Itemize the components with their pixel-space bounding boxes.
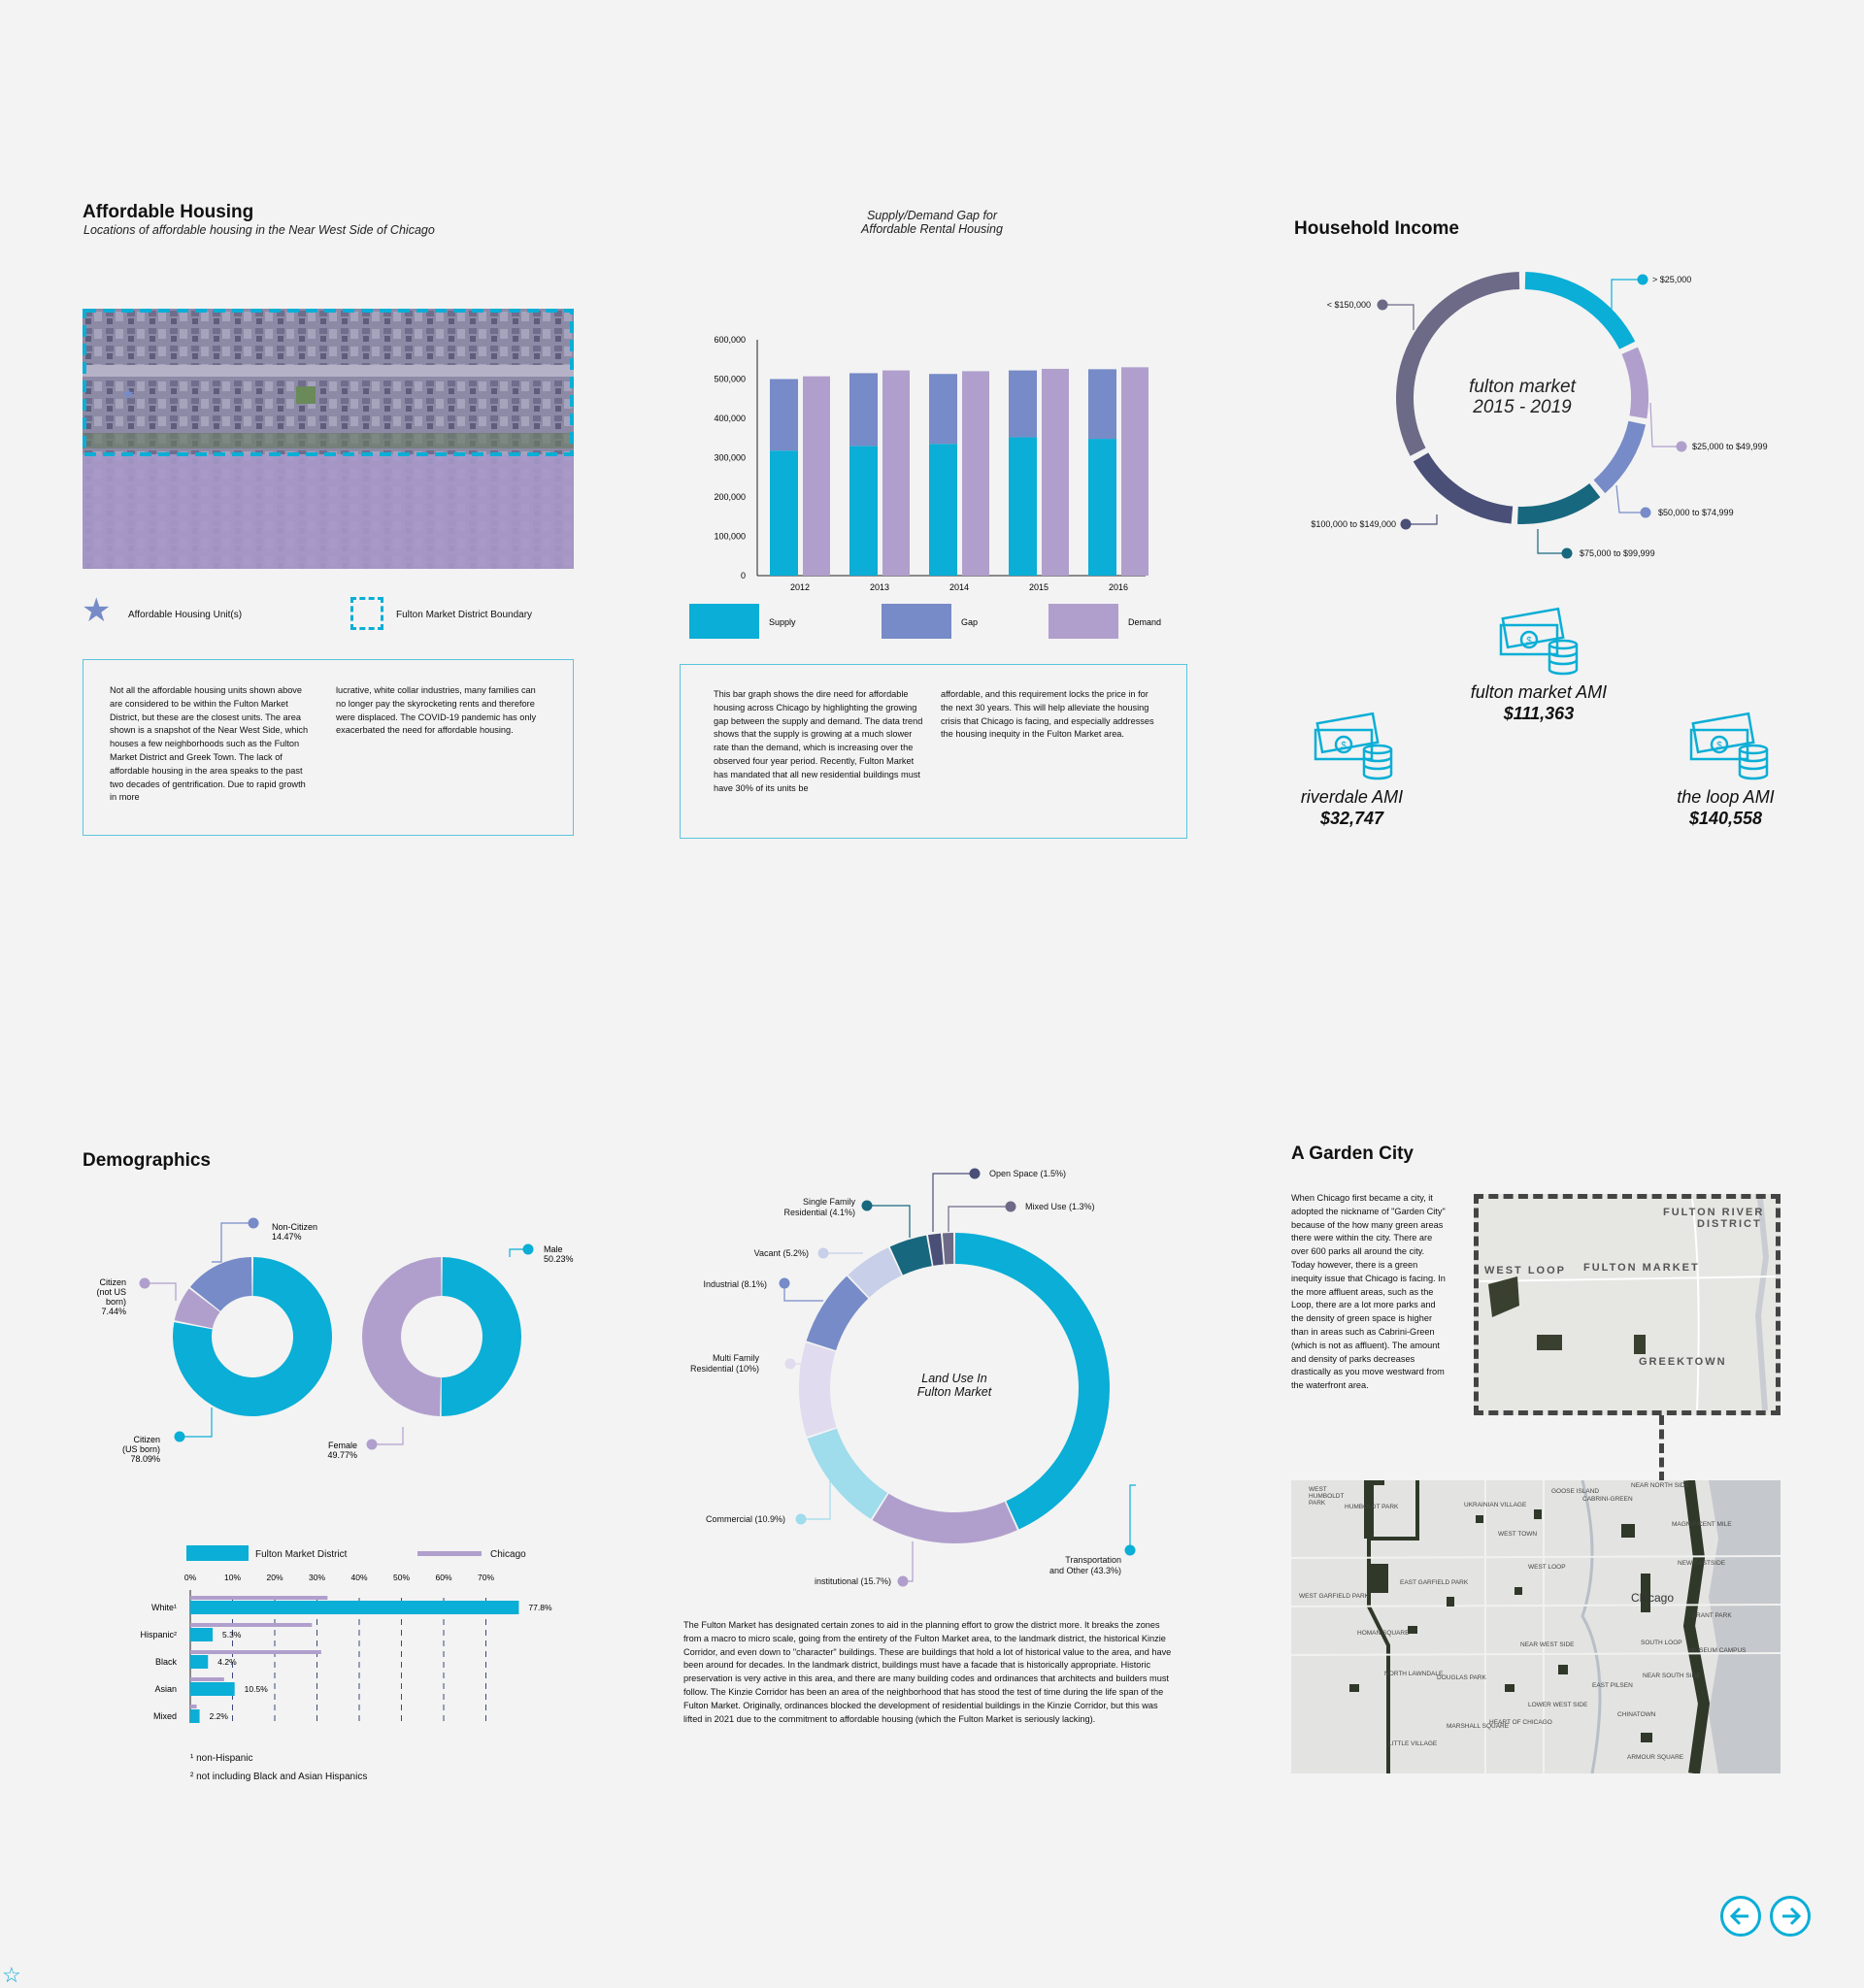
chicago-bar [190, 1677, 224, 1681]
supply-demand-chart [680, 252, 1165, 641]
arrow-left-circle-icon [1723, 1899, 1758, 1934]
x-tick-label: 70% [477, 1573, 495, 1582]
star-outline-icon[interactable]: ☆ [2, 1963, 21, 1987]
map1-label: FULTON RIVER [1663, 1207, 1765, 1218]
map2-label: GRANT PARK [1691, 1612, 1732, 1619]
demand-bar [882, 371, 910, 576]
gender-label: Female [327, 1441, 357, 1450]
ami-riverdale-value: $32,747 [1319, 809, 1384, 828]
ami-fulton-name: fulton market AMI [1470, 682, 1608, 702]
y-tick-label: 100,000 [714, 531, 746, 542]
map2-label: DOUGLAS PARK [1437, 1674, 1486, 1681]
landuse-slice [808, 1429, 887, 1519]
money-icon [1314, 709, 1395, 787]
gender-slice [442, 1257, 521, 1416]
legend-label: Supply [769, 617, 796, 627]
income-callout-leader [1650, 403, 1681, 447]
supply-text-box [680, 664, 1187, 839]
gap-bar [1088, 369, 1116, 439]
landuse-callout-leader [1130, 1485, 1136, 1550]
landuse-callout-dot [1125, 1545, 1136, 1556]
landuse-callout-label: Residential (4.1%) [783, 1208, 855, 1217]
income-callout-dot [1638, 275, 1648, 285]
landuse-callout-dot [862, 1201, 873, 1211]
bar-value-label: 10.5% [244, 1684, 268, 1694]
citizenship-callout-dot [175, 1432, 185, 1442]
x-tick-label: 2012 [789, 582, 811, 592]
landuse-callout-leader [823, 1252, 862, 1253]
gender-callout-dot [523, 1244, 534, 1255]
landuse-callout-label: institutional (15.7%) [814, 1576, 891, 1586]
citizenship-label: 78.09% [130, 1454, 160, 1464]
income-slice [1594, 421, 1647, 493]
landuse-callout-leader [801, 1471, 830, 1519]
gender-callout-dot [367, 1440, 378, 1450]
map-connector [1659, 1415, 1664, 1481]
affordable-text-col1: Not all the affordable housing units shown above are considered to be within the Fulton Market District, but these are the closest units. The area shown is a snapshot of the Near West Side, which houses a few neighborhoods such as the Fulton Market District and Greek Town. The lack of affordable housing in the area speaks to the past two decades of gentrification. Due to rapid growth in more [110, 685, 309, 803]
map2-label: ARMOUR SQUARE [1627, 1754, 1684, 1761]
legend-fulton-swatch [186, 1545, 249, 1561]
chicago-bar [190, 1596, 327, 1600]
x-tick-label: 50% [392, 1573, 411, 1582]
landuse-center-label [857, 1372, 1051, 1399]
svg-text:$: $ [1341, 741, 1347, 751]
gap-bar [770, 380, 798, 451]
ami-riverdale [1262, 786, 1442, 829]
map2-label: CABRINI-GREEN [1582, 1496, 1633, 1503]
bar-value-label: 4.2% [217, 1657, 237, 1667]
gap-bar [849, 373, 878, 446]
money-icon [1689, 709, 1771, 787]
ami-fulton [1437, 681, 1641, 724]
supply-bar [929, 444, 957, 576]
garden-city-title: A Garden City [1291, 1143, 1414, 1164]
income-slice [1525, 272, 1635, 349]
x-tick-label: 20% [266, 1573, 283, 1582]
fulton-bar [190, 1601, 518, 1614]
landuse-callout-label: Mixed Use (1.3%) [1025, 1202, 1095, 1211]
map2-label: EAST GARFIELD PARK [1400, 1579, 1469, 1586]
map2-label: HEART OF CHICAGO [1489, 1719, 1552, 1726]
map2-label: Chicago [1631, 1591, 1675, 1605]
income-callout-label: $75,000 to $99,999 [1580, 548, 1655, 558]
money-icon [1499, 604, 1581, 682]
landuse-callout-label: Commercial (10.9%) [705, 1514, 785, 1524]
map2-label: MAGNIFICENT MILE [1672, 1521, 1732, 1528]
household-income-title: Household Income [1294, 218, 1459, 239]
map2-label: LOWER WEST SIDE [1528, 1702, 1588, 1708]
landuse-callout-dot [785, 1359, 796, 1370]
citizenship-label: 14.47% [272, 1232, 302, 1242]
chicago-bar [190, 1705, 197, 1708]
aerial-map [83, 309, 574, 569]
legend-swatch [689, 604, 759, 639]
landuse-callout-leader [933, 1174, 975, 1232]
income-center-label [1425, 377, 1619, 417]
map2-label: LITTLE VILLAGE [1388, 1740, 1438, 1747]
affordable-text-box [83, 659, 574, 836]
landuse-center-line1: Land Use In [921, 1372, 987, 1385]
citizenship-label: 7.44% [101, 1307, 126, 1316]
landuse-callout-label: Residential (10%) [689, 1364, 759, 1374]
citizenship-callout-leader [212, 1223, 253, 1262]
income-callout-label: $25,000 to $49,999 [1692, 442, 1768, 451]
demand-bar [1042, 369, 1069, 576]
income-callout-leader [1538, 529, 1567, 553]
footnote-1: ¹ non-Hispanic [190, 1753, 253, 1764]
map2-label: NEAR SOUTH SIDE [1643, 1673, 1701, 1679]
ami-loop-name: the loop AMI [1677, 787, 1775, 807]
landuse-callout-dot [898, 1576, 909, 1587]
fulton-bar [190, 1709, 200, 1723]
map2-label: UKRAINIAN VILLAGE [1464, 1502, 1527, 1508]
fulton-bar [190, 1628, 213, 1641]
gender-callout-leader [372, 1427, 403, 1444]
landuse-center-line2: Fulton Market [916, 1385, 992, 1399]
map2-label: NEAR WEST SIDE [1520, 1641, 1575, 1648]
landuse-callout-leader [784, 1283, 823, 1301]
landuse-callout-dot [780, 1278, 790, 1289]
income-callout-label: $50,000 to $74,999 [1658, 508, 1734, 517]
fulton-bar [190, 1655, 208, 1669]
gender-slice [362, 1257, 442, 1416]
landuse-callout-dot [818, 1248, 829, 1259]
landuse-callout-leader [949, 1207, 1011, 1232]
supply-bar [849, 446, 878, 576]
supply-demand-title-line2: Affordable Rental Housing [861, 222, 1003, 236]
prev-page-button[interactable] [1720, 1896, 1761, 1937]
star-icon: ★ [121, 386, 136, 403]
income-callout-dot [1641, 508, 1651, 518]
demand-bar [962, 371, 989, 576]
category-label: White¹ [150, 1603, 177, 1612]
landuse-slice [873, 1494, 1017, 1543]
ami-riverdale-name: riverdale AMI [1300, 787, 1404, 807]
arrow-right-circle-icon [1773, 1899, 1808, 1934]
landuse-callout-leader [903, 1541, 913, 1581]
income-center-line2: 2015 - 2019 [1473, 397, 1572, 417]
chicago-bar [190, 1650, 321, 1654]
map1-label: DISTRICT [1697, 1218, 1762, 1230]
income-callout-dot [1401, 519, 1412, 530]
citizenship-callout-dot [249, 1218, 259, 1229]
supply-bar [1009, 437, 1037, 576]
map1-label: GREEKTOWN [1639, 1356, 1727, 1368]
bar-value-label: 77.8% [528, 1603, 552, 1612]
income-callout-dot [1677, 442, 1687, 452]
affordable-housing-title: Affordable Housing [83, 202, 254, 222]
x-tick-label: 30% [308, 1573, 326, 1582]
chicago-parks-map [1291, 1480, 1781, 1773]
landuse-callout-label: Vacant (5.2%) [753, 1248, 809, 1258]
next-page-button[interactable] [1770, 1896, 1811, 1937]
landuse-callout-label: and Other (43.3%) [1048, 1566, 1121, 1575]
race-bar-chart [126, 1563, 582, 1728]
landuse-slice [943, 1233, 953, 1264]
income-callout-label: $100,000 to $149,000 [1311, 519, 1396, 529]
supply-demand-title-line1: Supply/Demand Gap for [866, 209, 998, 222]
landuse-callout-label: Transportation [1065, 1555, 1121, 1565]
citizenship-callout-dot [140, 1278, 150, 1289]
supply-text-col2: affordable, and this requirement locks the price in for the next 30 years. This will help alleviate the housing crisis that Chicago is facing, and especially addresses the housing inequity in the Fulton Market area. [941, 689, 1154, 740]
citizenship-callout-leader [180, 1408, 212, 1437]
income-callout-label: < $150,000 [1326, 300, 1371, 310]
income-callout-leader [1382, 305, 1414, 330]
citizenship-label: (not US [96, 1287, 126, 1297]
x-tick-label: 0% [183, 1573, 197, 1582]
legend-boundary: Fulton Market District Boundary [396, 610, 533, 620]
legend-affordable-units: Affordable Housing Unit(s) [128, 610, 243, 620]
category-label: Hispanic² [140, 1630, 177, 1640]
income-slice [1396, 272, 1519, 456]
income-callout-label: > $25,000 [1652, 275, 1692, 284]
map2-label: MUSEUM CAMPUS [1689, 1647, 1747, 1654]
bar-value-label: 2.2% [209, 1711, 228, 1721]
affordable-text-col2: lucrative, white collar industries, many families can no longer pay the skyrocketing rents and therefore were displaced. The COVID-19 pandemic has only exacerbated the need for affordable housing. [336, 685, 537, 736]
category-label: Black [154, 1657, 177, 1667]
citizenship-label: (US born) [121, 1444, 160, 1454]
x-tick-label: 2015 [1028, 582, 1049, 592]
income-callout-leader [1616, 485, 1646, 513]
map2-label: NORTH LAWNDALE [1384, 1671, 1444, 1677]
map2-label: CHINATOWN [1617, 1711, 1656, 1718]
y-tick-label: 0 [740, 571, 746, 580]
map2-label: HOMAN SQUARE [1357, 1630, 1410, 1637]
citizenship-label: Non-Citizen [272, 1222, 318, 1232]
y-tick-label: 200,000 [714, 492, 746, 502]
category-label: Mixed [152, 1711, 177, 1721]
landuse-callout-label: Industrial (8.1%) [703, 1279, 767, 1289]
income-slice [1622, 348, 1648, 419]
x-tick-label: 2014 [949, 582, 970, 592]
demand-bar [803, 377, 830, 576]
supply-demand-title [796, 209, 1068, 236]
category-label: Asian [154, 1684, 177, 1694]
garden-inset-map [1474, 1194, 1781, 1415]
map2-label: EAST PILSEN [1592, 1682, 1633, 1689]
svg-text:$: $ [1526, 636, 1532, 646]
map2-label: NEW EASTSIDE [1678, 1560, 1726, 1567]
citizenship-label: Citizen [133, 1435, 160, 1444]
map1-label: WEST LOOP [1484, 1265, 1566, 1276]
ami-loop [1636, 786, 1815, 829]
landuse-callout-dot [796, 1514, 807, 1525]
gender-label: 49.77% [327, 1450, 357, 1460]
gender-label: 50.23% [544, 1254, 574, 1264]
x-tick-label: 10% [223, 1573, 242, 1582]
landuse-slice [807, 1276, 869, 1350]
x-tick-label: 40% [350, 1573, 368, 1582]
demographics-title: Demographics [83, 1150, 211, 1171]
affordable-housing-subtitle: Locations of affordable housing in the Near West Side of Chicago [83, 223, 435, 237]
citizenship-callout-leader [145, 1283, 176, 1301]
gap-bar [1009, 371, 1037, 438]
landuse-callout-label: Multi Family [712, 1353, 759, 1363]
landuse-callout-label: Open Space (1.5%) [989, 1169, 1067, 1178]
fulton-bar [190, 1682, 235, 1696]
supply-bar [770, 450, 798, 576]
map2-label: GOOSE ISLAND [1551, 1488, 1600, 1495]
x-tick-label: 60% [435, 1573, 452, 1582]
x-tick-label: 2016 [1108, 582, 1129, 592]
legend-chicago-swatch [417, 1551, 482, 1556]
gender-label: Male [544, 1244, 563, 1254]
map2-label: WEST TOWN [1498, 1531, 1538, 1538]
map2-label: WEST GARFIELD PARK [1299, 1593, 1369, 1600]
landuse-text: The Fulton Market has designated certain zones to aid in the planning effort to grow the district more. It breaks the zones from a macro to micro scale, going from the entirety of the Fulton Market area, to the landmark district, the historical Kinzie Corridor, and even down to "character" buildings. These are buildings that hold a lot of historical value to the area, and have been around for decades. In the landmark district, buildings must have a facade that is historically appropriate. Historic preservation is very active in this area, and there are many building codes and ordinances that architects and builders must follow. The Kinzie Corridor has been an area of the neighborhood that has stood the test of time during the life span of the Fulton Market. Originally, ordinances blocked the development of residential buildings in the Kinzie Corridor, but this was lifted in 2021 due to the commitment to affordable housing (which the Fulton Market is seriously lacking). [683, 1620, 1172, 1724]
map2-label: NEAR NORTH SIDE [1631, 1482, 1689, 1489]
legend-fulton-label: Fulton Market District [255, 1549, 348, 1560]
demand-bar [1121, 367, 1148, 576]
income-callout-dot [1378, 300, 1388, 311]
map2-label: WEST HUMBOLDT PARK [1309, 1486, 1345, 1507]
legend-swatch [882, 604, 951, 639]
landuse-callout-leader [867, 1206, 910, 1238]
legend-chicago-label: Chicago [490, 1549, 526, 1560]
citizenship-label: Citizen [99, 1277, 126, 1287]
demographic-donuts [83, 1204, 607, 1475]
income-slice [1414, 452, 1513, 523]
x-tick-label: 2013 [869, 582, 890, 592]
ami-loop-value: $140,558 [1688, 809, 1763, 828]
y-tick-label: 400,000 [714, 414, 746, 423]
bar-value-label: 5.3% [222, 1630, 242, 1640]
footnote-2: ² not including Black and Asian Hispanics [190, 1772, 368, 1782]
y-tick-label: 500,000 [714, 374, 746, 384]
landuse-callout-dot [1006, 1202, 1016, 1212]
garden-city-text: When Chicago first became a city, it adopted the nickname of "Garden City" because of the how many green areas there were within the city. There are over 600 parks all around the city. Today however, there is a green inequity issue that Chicago is facing. In the more affluent areas, such as the Loop, there are a lot more parks and the density of green space is higher than in areas such as Cabrini-Green (which is not as affluent). The amount and density of parks decreases drastically as you move westward from the waterfront area. [1291, 1193, 1446, 1391]
landuse-callout-label: Single Family [802, 1197, 855, 1207]
map2-label: SOUTH LOOP [1641, 1640, 1682, 1646]
landuse-slice [799, 1342, 836, 1437]
map2-label: HUMBOLDT PARK [1345, 1504, 1399, 1510]
legend-label: Gap [961, 617, 979, 627]
y-tick-label: 300,000 [714, 452, 746, 463]
boundary-icon [350, 597, 383, 630]
landuse-callout-dot [970, 1169, 981, 1179]
star-icon: ★ [82, 592, 112, 629]
income-callout-dot [1562, 548, 1573, 559]
supply-bar [1088, 439, 1116, 576]
y-tick-label: 600,000 [714, 335, 746, 345]
map2-label: WEST LOOP [1528, 1564, 1566, 1571]
income-center-line1: fulton market [1469, 377, 1576, 397]
chicago-bar [190, 1623, 312, 1627]
citizenship-label: born) [105, 1297, 126, 1307]
supply-text-col1: This bar graph shows the dire need for affordable housing across Chicago by highlighting the growing gap between the supply and demand. The data trend shows that the supply is growing at a much slower rate than the demand, which is increasing over the observed four year period. Recently, Fulton Market has mandated that all new residential buildings must have 30% of its units be [714, 689, 923, 793]
map1-label: FULTON MARKET [1583, 1262, 1700, 1274]
map2-label: MARSHALL SQUARE [1447, 1723, 1510, 1730]
income-slice [1517, 483, 1600, 524]
ami-fulton-value: $111,363 [1503, 704, 1575, 723]
legend-label: Demand [1128, 617, 1162, 627]
svg-text:$: $ [1716, 741, 1722, 751]
gap-bar [929, 374, 957, 444]
legend-swatch [1048, 604, 1118, 639]
